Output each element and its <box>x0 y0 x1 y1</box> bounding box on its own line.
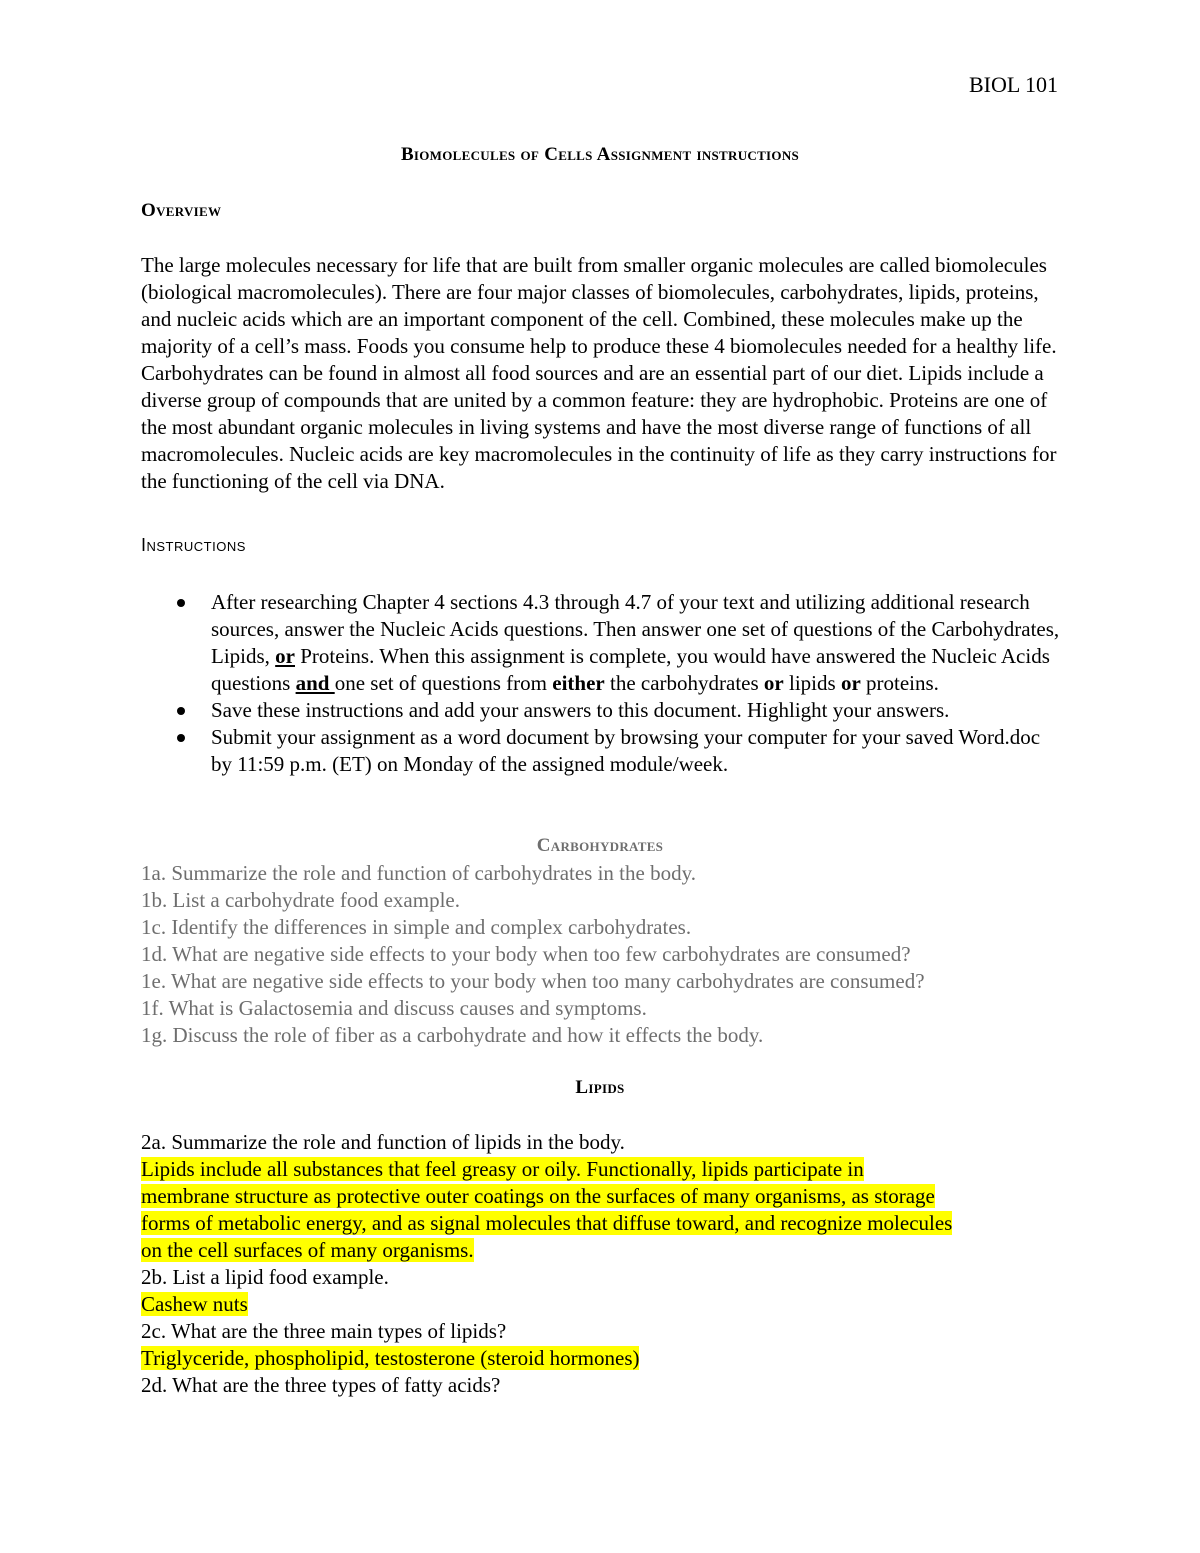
overview-paragraph: The large molecules necessary for life that are built from smaller organic molecules are called biomolecules (biological macromolecules). There are four major classes of biomolecules, carbohydrates, lipids, proteins, and nucleic acids which are an important component of the cell. Combined, these molecules make up the majority of a cell’s mass. Foods you consume help to produce these 4 biomolecules needed for a healthy life. Carbohydrates can be found in almost all food sources and are an essential part of our diet. Lipids include a diverse group of compounds that are united by a common feature: they are hydrophobic. Proteins are one of the most abundant organic molecules in living systems and have the most diverse range of functions of all macromolecules. Nucleic acids are key macromolecules in the continuity of life as they carry instructions for the functioning of the cell via DNA. <box>141 253 1057 493</box>
instruction-text: Proteins. When this assignment is complete, you would have answered the Nucleic Acids questions <box>211 644 1050 695</box>
question-1e: 1e. What are negative side effects to your body when too many carbohydrates are consumed? <box>141 969 925 993</box>
answer-2b: Cashew nuts <box>141 1292 248 1316</box>
question-1a: 1a. Summarize the role and function of carbohydrates in the body. <box>141 861 696 885</box>
bullet-icon <box>177 707 185 715</box>
question-2a: 2a. Summarize the role and function of lipids in the body. <box>141 1130 625 1154</box>
answer-2c: Triglyceride, phospholipid, testosterone (steroid hormones) <box>141 1346 640 1370</box>
instruction-text: After researching Chapter 4 sections 4.3 through 4.7 of your text and utilizing additional research sources, answer the Nucleic Acids questions. Then answer one set of questions of the Carbohydrates, Lipids, <box>211 590 1060 668</box>
answer-2a-line: on the cell surfaces of many organisms. <box>141 1238 474 1262</box>
carbohydrates-questions <box>141 860 1081 1049</box>
answer-2a-line: membrane structure as protective outer coatings on the surfaces of many organisms, as storage <box>141 1184 935 1208</box>
instruction-item <box>141 724 1061 778</box>
question-2b: 2b. List a lipid food example. <box>141 1265 389 1289</box>
instruction-item <box>141 589 1061 697</box>
emphasis-or: or <box>275 644 295 668</box>
emphasis-and: and <box>295 671 335 695</box>
bullet-icon <box>177 734 185 742</box>
lipids-heading: Lipids <box>575 1077 625 1098</box>
instructions-heading: Instructions <box>141 535 246 555</box>
bullet-icon <box>177 599 185 607</box>
instruction-text: the carbohydrates <box>604 671 764 695</box>
lipids-section <box>141 1129 1081 1399</box>
emphasis-or: or <box>763 671 784 695</box>
instruction-text: Submit your assignment as a word document by browsing your computer for your saved Word.doc by 11:59 p.m. (ET) on Monday of the assigned module/week. <box>211 725 1041 776</box>
instruction-text: Save these instructions and add your answers to this document. Highlight your answers. <box>211 698 950 722</box>
overview-heading: Overview <box>141 200 222 221</box>
question-2c: 2c. What are the three main types of lipids? <box>141 1319 507 1343</box>
instruction-text: proteins. <box>860 671 939 695</box>
instruction-item <box>141 697 1061 724</box>
answer-2a-line: Lipids include all substances that feel greasy or oily. Functionally, lipids participate in <box>141 1157 864 1181</box>
question-1g: 1g. Discuss the role of fiber as a carbohydrate and how it effects the body. <box>141 1023 764 1047</box>
instructions-list <box>141 589 1061 778</box>
answer-2a-line: forms of metabolic energy, and as signal molecules that diffuse toward, and recognize molecules <box>141 1211 953 1235</box>
question-1b: 1b. List a carbohydrate food example. <box>141 888 460 912</box>
emphasis-or: or <box>840 671 861 695</box>
question-2d: 2d. What are the three types of fatty acids? <box>141 1373 501 1397</box>
question-1c: 1c. Identify the differences in simple and complex carbohydrates. <box>141 915 692 939</box>
document-title: Biomolecules of Cells Assignment instructions <box>400 144 800 165</box>
course-header: BIOL 101 <box>968 72 1058 97</box>
emphasis-either: either <box>552 671 605 695</box>
question-1f: 1f. What is Galactosemia and discuss causes and symptoms. <box>141 996 647 1020</box>
instruction-text: one set of questions from <box>334 671 553 695</box>
question-1d: 1d. What are negative side effects to your body when too few carbohydrates are consumed? <box>141 942 911 966</box>
instruction-text: lipids <box>783 671 841 695</box>
carbohydrates-heading: Carbohydrates <box>536 835 664 856</box>
